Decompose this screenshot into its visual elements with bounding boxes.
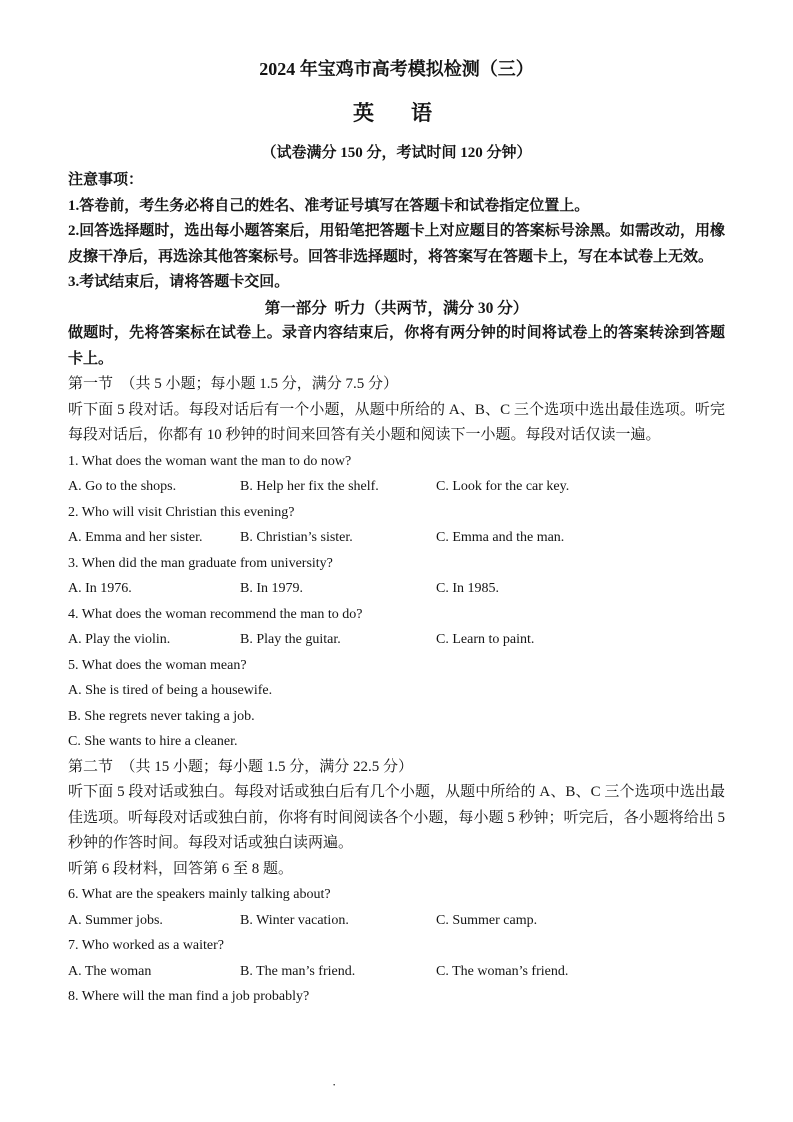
question-7-text: 7. Who worked as a waiter? bbox=[68, 938, 225, 953]
part1-intro: 做题时，先将答案标在试卷上。录音内容结束后，你将有两分钟的时间将试卷上的答案转涂到答题卡上。 bbox=[68, 325, 725, 367]
question-3-option-a: A. In 1976. bbox=[68, 581, 132, 596]
question-1-options bbox=[68, 474, 725, 500]
subject-title: 英 语 bbox=[353, 101, 440, 125]
question-1-option-c: C. Look for the car key. bbox=[436, 479, 570, 494]
notices-heading: 注意事项： bbox=[68, 172, 144, 188]
question-8-text: 8. Where will the man find a job probably? bbox=[68, 989, 310, 1004]
question-4-options bbox=[68, 627, 725, 653]
notice-item-3: 3.考试结束后，请将答题卡交回。 bbox=[68, 274, 290, 290]
question-3-text: 3. When did the man graduate from university? bbox=[68, 555, 333, 571]
question-1-option-a: A. Go to the shops. bbox=[68, 479, 177, 494]
question-5-option-a: A. She is tired of being a housewife. bbox=[68, 683, 273, 698]
question-4-option-b: B. Play the guitar. bbox=[240, 632, 341, 647]
section2-heading: 第二节 （共 15 小题；每小题 1.5 分，满分 22.5 分） bbox=[68, 758, 414, 775]
question-3-option-b: B. In 1979. bbox=[240, 581, 303, 596]
question-4-option-c: C. Learn to paint. bbox=[436, 632, 535, 647]
question-5-text: 5. What does the woman mean? bbox=[68, 657, 247, 673]
section1-heading: 第一节 （共 5 小题；每小题 1.5 分，满分 7.5 分） bbox=[68, 376, 399, 392]
question-1-option-b: B. Help her fix the shelf. bbox=[240, 479, 379, 494]
question-6-option-c: C. Summer camp. bbox=[436, 912, 538, 928]
question-7-options bbox=[68, 959, 725, 985]
question-7-option-b: B. The man’s friend. bbox=[240, 963, 356, 979]
part1-heading: 第一部分 听力（共两节，满分 30 分） bbox=[264, 299, 529, 317]
question-3-options bbox=[68, 576, 725, 602]
question-6-options bbox=[68, 908, 725, 934]
material-6-note: 听第 6 段材料，回答第 6 至 8 题。 bbox=[68, 860, 294, 877]
question-6-option-b: B. Winter vacation. bbox=[240, 912, 349, 928]
notice-item-2: 2.回答选择题时，选出每小题答案后，用铅笔把答题卡上对应题目的答案标号涂黑。如需改动，用橡皮擦干净后，再选涂其他答案标号。回答非选择题时，将答案写在答题卡上，写在本试卷上无效。 bbox=[68, 223, 725, 265]
exam-title: 2024 年宝鸡市高考模拟检测（三） bbox=[259, 59, 534, 79]
question-5-option-b: B. She regrets never taking a job. bbox=[68, 708, 255, 724]
question-2-option-a: A. Emma and her sister. bbox=[68, 530, 203, 545]
question-7-option-c: C. The woman’s friend. bbox=[436, 963, 569, 979]
section1-instructions: 听下面 5 段对话。每段对话后有一个小题，从题中所给的 A、B、C 三个选项中选出最佳选项。听完每段对话后，你都有 10 秒钟的时间来回答有关小题和阅读下一小题。每段对话仅读一遍。 bbox=[68, 401, 725, 443]
question-4-option-a: A. Play the violin. bbox=[68, 632, 171, 647]
question-2-text: 2. Who will visit Christian this evening? bbox=[68, 504, 295, 520]
question-1-text: 1. What does the woman want the man to do now? bbox=[68, 453, 352, 469]
question-7-option-a: A. The woman bbox=[68, 963, 152, 979]
exam-meta: （试卷满分 150 分，考试时间 120 分钟） bbox=[261, 145, 532, 161]
question-5-option-c: C. She wants to hire a cleaner. bbox=[68, 734, 238, 749]
section2-instructions: 听下面 5 段对话或独白。每段对话或独白后有几个小题，从题中所给的 A、B、C 三个选项中选出最佳选项。听每段对话或独白前，你将有时间阅读各个小题，每小题 5 秒钟；听完后，各小题将给出 5 秒钟的作答时间。每段对话或独白读两遍。 bbox=[68, 784, 729, 851]
question-6-option-a: A. Summer jobs. bbox=[68, 912, 163, 928]
question-2-option-c: C. Emma and the man. bbox=[436, 530, 565, 545]
footer-dot: · bbox=[332, 1077, 337, 1092]
question-3-option-c: C. In 1985. bbox=[436, 581, 499, 596]
question-2-option-b: B. Christian’s sister. bbox=[240, 530, 353, 545]
question-6-text: 6. What are the speakers mainly talking about? bbox=[68, 887, 331, 902]
question-2-options bbox=[68, 525, 725, 551]
notice-item-1: 1.答卷前，考生务必将自己的姓名、准考证号填写在答题卡和试卷指定位置上。 bbox=[68, 197, 590, 214]
question-4-text: 4. What does the woman recommend the man to do? bbox=[68, 606, 363, 622]
